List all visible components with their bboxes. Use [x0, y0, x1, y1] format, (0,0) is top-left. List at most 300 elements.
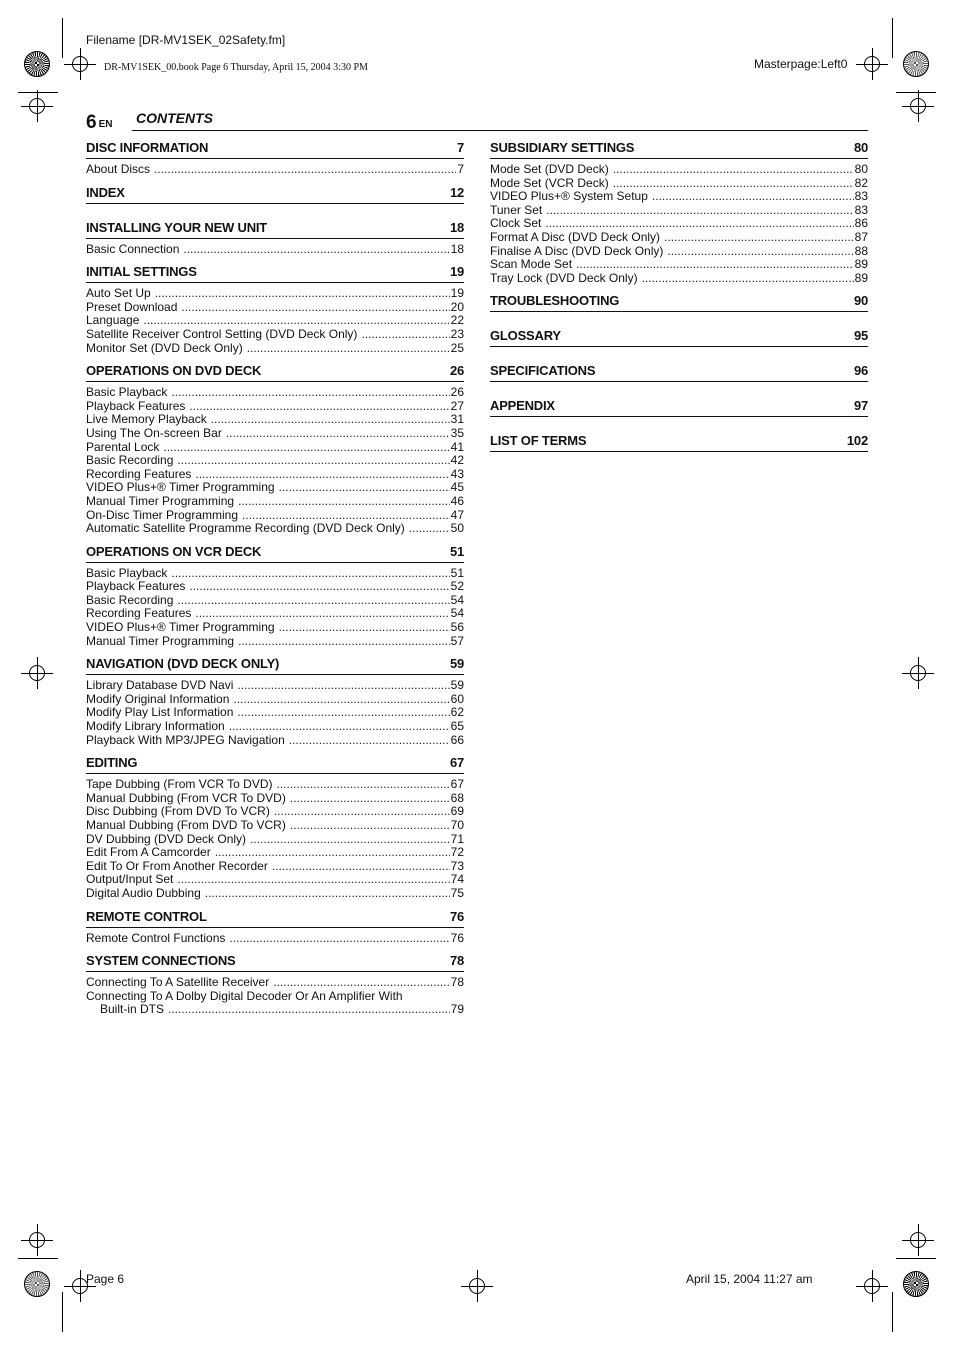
section-entries	[86, 563, 464, 649]
section-title: INITIAL SETTINGS	[86, 264, 197, 280]
entry-page: 79	[450, 1002, 464, 1017]
entry-page: 89	[854, 257, 868, 272]
entry-label: Recording Features	[86, 466, 192, 481]
section-page: 18	[449, 219, 464, 235]
dot-leader	[177, 873, 449, 887]
entry-label: Connecting To A Dolby Digital Decoder Or An Amplifier With	[86, 988, 403, 1003]
entry-label: Manual Timer Programming	[86, 493, 235, 508]
entry-page: 75	[450, 885, 464, 900]
registration-disc-icon	[903, 51, 929, 77]
section-title: NAVIGATION (DVD DECK ONLY)	[86, 656, 280, 672]
entry-page: 20	[450, 299, 464, 314]
dot-leader	[576, 258, 854, 272]
toc-entry[interactable]	[490, 231, 868, 245]
toc-left-column	[86, 140, 464, 1025]
section-heading[interactable]	[490, 433, 868, 452]
entry-label: Output/Input Set	[86, 872, 174, 887]
section-heading[interactable]	[86, 264, 464, 283]
toc-entry[interactable]	[86, 976, 464, 990]
dot-leader	[238, 635, 450, 649]
registration-target-icon	[469, 1278, 485, 1294]
toc-entry[interactable]	[86, 163, 464, 177]
registration-disc-icon	[24, 1271, 50, 1297]
toc-entry[interactable]	[86, 580, 464, 594]
entry-label: Manual Dubbing (From DVD To VCR)	[86, 818, 286, 832]
entry-page: 46	[450, 493, 464, 508]
registration-target-icon	[29, 665, 45, 681]
toc-section	[86, 953, 464, 1017]
crop-mark	[18, 1258, 58, 1259]
crop-mark	[62, 18, 63, 58]
entry-label: Disc Dubbing (From DVD To VCR)	[86, 804, 270, 819]
toc-section	[86, 544, 464, 649]
dot-leader	[205, 887, 450, 901]
toc-entry[interactable]	[86, 522, 464, 536]
section-page: 7	[456, 140, 464, 155]
toc-entry[interactable]	[86, 833, 464, 847]
registration-target-icon	[29, 98, 45, 114]
toc-entry[interactable]	[86, 413, 464, 427]
section-entries	[86, 774, 464, 900]
entry-label: Finalise A Disc (DVD Deck Only)	[490, 243, 664, 258]
section-title: OPERATIONS ON DVD DECK	[86, 363, 262, 379]
entry-page: 82	[854, 175, 868, 190]
entry-page: 54	[450, 606, 464, 621]
entry-label: Manual Dubbing (From VCR To DVD)	[86, 790, 286, 805]
dot-leader	[274, 805, 450, 819]
crop-mark	[896, 1258, 936, 1259]
entry-label: Preset Download	[86, 299, 178, 314]
dot-leader	[289, 734, 450, 748]
toc-entry[interactable]	[86, 932, 464, 946]
entry-page: 87	[854, 229, 868, 244]
toc-entry[interactable]	[86, 481, 464, 495]
toc-entry[interactable]	[86, 468, 464, 482]
entry-page: 67	[450, 777, 464, 792]
toc-section	[86, 909, 464, 946]
section-page: 12	[449, 184, 464, 200]
dot-leader	[277, 778, 450, 792]
section-title: SPECIFICATIONS	[490, 363, 596, 379]
toc-entry[interactable]	[86, 607, 464, 621]
registration-target-icon	[864, 1278, 880, 1294]
toc-entry[interactable]	[86, 342, 464, 356]
dot-leader	[177, 594, 449, 608]
toc-section	[490, 363, 868, 382]
toc-section	[490, 140, 868, 285]
toc-entry[interactable]	[86, 805, 464, 819]
dot-leader	[652, 190, 854, 204]
toc-entry[interactable]	[86, 734, 464, 748]
entry-page: 62	[450, 705, 464, 720]
entry-label: Format A Disc (DVD Deck Only)	[490, 229, 661, 244]
entry-page: 43	[450, 466, 464, 481]
entry-page: 26	[450, 385, 464, 400]
toc-entry[interactable]	[86, 679, 464, 693]
dot-leader	[290, 792, 450, 806]
toc-entry[interactable]	[490, 163, 868, 177]
entry-label: On-Disc Timer Programming	[86, 507, 239, 522]
registration-disc-icon	[903, 1271, 929, 1297]
dot-leader	[195, 468, 449, 482]
section-heading[interactable]	[86, 140, 464, 159]
entry-label: Tape Dubbing (From VCR To DVD)	[86, 777, 273, 792]
entry-label: DV Dubbing (DVD Deck Only)	[86, 831, 247, 846]
toc-entry[interactable]	[86, 314, 464, 328]
entry-page: 59	[450, 678, 464, 693]
section-entries	[490, 159, 868, 285]
dot-leader	[273, 976, 449, 990]
dot-leader	[143, 314, 449, 328]
toc-entry[interactable]	[86, 594, 464, 608]
entry-page: 86	[854, 216, 868, 231]
toc-section	[86, 755, 464, 900]
section-title: LIST OF TERMS	[490, 433, 587, 449]
entry-page: 22	[450, 313, 464, 328]
registration-target-icon	[29, 1232, 45, 1248]
toc-entry[interactable]	[86, 441, 464, 455]
dot-leader	[237, 679, 449, 693]
entry-label: Using The On-screen Bar	[86, 425, 222, 440]
section-heading[interactable]	[86, 363, 464, 382]
registration-disc-icon	[24, 51, 50, 77]
entry-page: 35	[450, 425, 464, 440]
toc-entry[interactable]	[490, 245, 868, 259]
entry-page: 54	[450, 592, 464, 607]
dot-leader	[163, 441, 449, 455]
dot-leader	[247, 342, 450, 356]
entry-label: Mode Set (VCR Deck)	[490, 175, 609, 190]
entry-page: 31	[450, 412, 464, 427]
toc-entry[interactable]	[490, 204, 868, 218]
toc-entry[interactable]	[86, 243, 464, 257]
dot-leader	[545, 217, 853, 231]
entry-page: 73	[450, 858, 464, 873]
entry-label: Mode Set (DVD Deck)	[490, 162, 609, 176]
section-page: 78	[449, 953, 464, 969]
section-page: 96	[853, 363, 868, 379]
entry-label: Remote Control Functions	[86, 930, 226, 945]
section-page: 19	[449, 264, 464, 280]
section-heading[interactable]	[490, 140, 868, 159]
toc-entry[interactable]	[490, 190, 868, 204]
dot-leader	[229, 720, 450, 734]
section-page: 90	[853, 293, 868, 309]
section-page: 95	[853, 328, 868, 344]
toc-section	[86, 220, 464, 257]
toc-section	[490, 328, 868, 347]
entry-page: 52	[450, 579, 464, 594]
page-number-value: 6	[86, 112, 97, 133]
toc-entry[interactable]	[86, 328, 464, 342]
header-rule	[132, 130, 868, 131]
page-number	[86, 112, 112, 134]
entry-page: 70	[450, 818, 464, 832]
dot-leader	[613, 177, 854, 191]
section-title: INSTALLING YOUR NEW UNIT	[86, 219, 268, 235]
toc-entry[interactable]	[490, 177, 868, 191]
entry-page: 72	[450, 845, 464, 860]
registration-target-icon	[910, 1232, 926, 1248]
dot-leader	[546, 204, 853, 218]
section-page: 80	[853, 140, 868, 155]
entry-label: Auto Set Up	[86, 286, 151, 301]
entry-label: Edit From A Camcorder	[86, 845, 211, 860]
entry-label: Basic Recording	[86, 592, 174, 607]
crop-mark	[892, 18, 893, 58]
entry-label: Playback Features	[86, 398, 186, 413]
registration-target-icon	[72, 56, 88, 72]
crop-mark	[62, 1292, 63, 1332]
entry-page: 23	[450, 326, 464, 341]
registration-target-icon	[72, 1278, 88, 1294]
dot-leader	[215, 846, 450, 860]
entry-label: Recording Features	[86, 606, 192, 621]
crop-mark	[892, 1292, 893, 1332]
entry-label: Basic Connection	[86, 241, 180, 256]
section-entries	[86, 675, 464, 747]
registration-target-icon	[864, 56, 880, 72]
toc-entry[interactable]	[86, 427, 464, 441]
dot-leader	[237, 706, 449, 720]
section-title: TROUBLESHOOTING	[490, 293, 620, 309]
section-page: 97	[853, 398, 868, 414]
entry-label: Tray Lock (DVD Deck Only)	[490, 270, 638, 285]
dot-leader	[154, 163, 456, 177]
toc-section	[86, 264, 464, 355]
dot-leader	[181, 301, 449, 315]
section-title: APPENDIX	[490, 398, 555, 414]
toc-section	[490, 398, 868, 417]
entry-label: VIDEO Plus+® Timer Programming	[86, 480, 275, 495]
entry-page: 50	[450, 521, 464, 536]
dot-leader	[667, 245, 853, 259]
toc-entry[interactable]	[86, 778, 464, 792]
toc-entry[interactable]	[86, 301, 464, 315]
page-lang: EN	[98, 119, 113, 130]
entry-page: 42	[450, 453, 464, 468]
dot-leader	[211, 413, 450, 427]
toc-entry[interactable]	[86, 287, 464, 301]
entry-page: 76	[450, 930, 464, 945]
section-heading[interactable]	[86, 185, 464, 204]
dot-leader	[250, 833, 450, 847]
toc-entry[interactable]	[86, 706, 464, 720]
toc-entry[interactable]	[86, 509, 464, 523]
entry-label: Modify Play List Information	[86, 705, 234, 720]
dot-leader	[642, 272, 854, 286]
toc-entry[interactable]	[86, 720, 464, 734]
section-title: SUBSIDIARY SETTINGS	[490, 140, 635, 155]
dot-leader	[290, 819, 450, 833]
entry-page: 71	[450, 831, 464, 846]
toc-entry[interactable]	[86, 873, 464, 887]
dot-leader	[279, 621, 450, 635]
toc-entry[interactable]	[86, 693, 464, 707]
section-page: 102	[846, 433, 868, 449]
entry-label: Basic Playback	[86, 565, 168, 580]
toc-entry[interactable]	[490, 258, 868, 272]
toc-entry[interactable]	[86, 635, 464, 649]
entry-page: 60	[450, 691, 464, 706]
entry-label: Playback With MP3/JPEG Navigation	[86, 732, 285, 747]
toc-entry[interactable]	[490, 217, 868, 231]
section-title: EDITING	[86, 755, 138, 771]
toc-section	[86, 185, 464, 204]
toc-section	[490, 293, 868, 312]
dot-leader	[229, 932, 449, 946]
toc-section	[86, 363, 464, 536]
dot-leader	[233, 693, 449, 707]
section-page: 59	[449, 656, 464, 672]
section-heading[interactable]	[490, 363, 868, 382]
toc-entry[interactable]	[86, 454, 464, 468]
section-title: OPERATIONS ON VCR DECK	[86, 543, 262, 559]
toc-entry[interactable]	[86, 860, 464, 874]
entry-page: 83	[854, 189, 868, 204]
entry-label: Monitor Set (DVD Deck Only)	[86, 340, 243, 355]
section-title: SYSTEM CONNECTIONS	[86, 953, 236, 969]
toc-entry[interactable]	[86, 1003, 464, 1017]
entry-page: 18	[450, 241, 464, 256]
toc-entry[interactable]	[86, 567, 464, 581]
dot-leader	[279, 481, 450, 495]
toc-section	[86, 140, 464, 177]
section-heading[interactable]	[490, 328, 868, 347]
entry-page: 57	[450, 633, 464, 648]
dot-leader	[171, 567, 449, 581]
dot-leader	[272, 860, 450, 874]
footer-page-label: Page 6	[86, 1272, 125, 1286]
entry-page: 88	[854, 243, 868, 258]
toc-entry[interactable]	[86, 621, 464, 635]
toc-entry[interactable]	[86, 887, 464, 901]
entry-page: 25	[450, 340, 464, 355]
crop-mark	[18, 92, 58, 93]
entry-page: 74	[450, 872, 464, 887]
dot-leader	[195, 607, 449, 621]
section-title: DISC INFORMATION	[86, 140, 209, 155]
section-entries	[86, 382, 464, 536]
entry-page: 41	[450, 439, 464, 454]
section-heading[interactable]	[86, 953, 464, 972]
entry-page: 19	[450, 286, 464, 301]
section-heading[interactable]	[86, 909, 464, 928]
toc-entry[interactable]	[86, 846, 464, 860]
toc-entry[interactable]	[86, 495, 464, 509]
section-heading[interactable]	[490, 293, 868, 312]
section-title: REMOTE CONTROL	[86, 908, 207, 924]
entry-page: 47	[450, 507, 464, 522]
section-entries	[86, 239, 464, 257]
section-entries	[86, 283, 464, 355]
entry-label: VIDEO Plus+® Timer Programming	[86, 620, 275, 635]
toc-entry[interactable]	[86, 400, 464, 414]
entry-page: 69	[450, 804, 464, 819]
toc-right-column	[490, 140, 868, 468]
footer-date-label: April 15, 2004 11:27 am	[686, 1272, 813, 1286]
entry-label: Basic Recording	[86, 453, 174, 468]
section-title: GLOSSARY	[490, 328, 561, 344]
dot-leader	[613, 163, 854, 177]
entry-page: 66	[450, 732, 464, 747]
dot-leader	[238, 495, 450, 509]
entry-label: Language	[86, 313, 140, 328]
entry-label: Tuner Set	[490, 202, 543, 217]
dot-leader	[183, 243, 449, 257]
toc-entry[interactable]	[86, 990, 464, 1004]
section-page: 51	[449, 543, 464, 559]
entry-label: VIDEO Plus+® System Setup	[490, 189, 648, 204]
dot-leader	[664, 231, 854, 245]
entry-label: Basic Playback	[86, 385, 168, 400]
section-heading[interactable]	[86, 544, 464, 563]
toc-section	[86, 656, 464, 747]
entry-label: About Discs	[86, 162, 151, 176]
entry-label: Manual Timer Programming	[86, 633, 235, 648]
entry-label: Built-in DTS	[100, 1002, 165, 1017]
toc-entry[interactable]	[490, 272, 868, 286]
dot-leader	[189, 580, 449, 594]
dot-leader	[226, 427, 450, 441]
section-page: 26	[449, 363, 464, 379]
section-title: INDEX	[86, 184, 125, 200]
entry-label: Digital Audio Dubbing	[86, 885, 201, 900]
section-heading[interactable]	[86, 755, 464, 774]
entry-page: 89	[854, 270, 868, 285]
book-info-line: DR-MV1SEK_00.book Page 6 Thursday, April 15, 2004 3:30 PM	[104, 62, 368, 73]
section-heading[interactable]	[86, 656, 464, 675]
dot-leader	[177, 454, 449, 468]
section-entries	[86, 928, 464, 946]
entry-label: Library Database DVD Navi	[86, 678, 234, 693]
entry-page: 78	[450, 975, 464, 990]
section-heading[interactable]	[490, 398, 868, 417]
toc-entry[interactable]	[86, 792, 464, 806]
entry-page: 51	[450, 565, 464, 580]
page-title: CONTENTS	[136, 110, 213, 126]
entry-page: 56	[450, 620, 464, 635]
entry-page: 80	[854, 162, 868, 176]
entry-label: Playback Features	[86, 579, 186, 594]
section-entries	[86, 972, 464, 1017]
filename-label: Filename [DR-MV1SEK_02Safety.fm]	[86, 33, 286, 47]
registration-target-icon	[910, 665, 926, 681]
entry-page: 45	[450, 480, 464, 495]
entry-label: Parental Lock	[86, 439, 160, 454]
entry-label: Clock Set	[490, 216, 542, 231]
toc-entry[interactable]	[86, 819, 464, 833]
entry-label: Modify Original Information	[86, 691, 230, 706]
section-heading[interactable]	[86, 220, 464, 239]
entry-label: Automatic Satellite Programme Recording (DVD Deck Only)	[86, 521, 405, 536]
dot-leader	[171, 386, 449, 400]
registration-target-icon	[910, 98, 926, 114]
dot-leader	[361, 328, 449, 342]
section-page: 76	[449, 908, 464, 924]
entry-page: 83	[854, 202, 868, 217]
dot-leader	[242, 509, 450, 523]
entry-label: Live Memory Playback	[86, 412, 207, 427]
entry-label: Modify Library Information	[86, 719, 225, 734]
dot-leader	[168, 1003, 450, 1017]
entry-label: Satellite Receiver Control Setting (DVD Deck Only)	[86, 326, 358, 341]
entry-label: Edit To Or From Another Recorder	[86, 858, 268, 873]
dot-leader	[189, 400, 449, 414]
toc-entry[interactable]	[86, 386, 464, 400]
masterpage-label: Masterpage:Left0	[754, 57, 848, 71]
toc-section	[490, 433, 868, 452]
